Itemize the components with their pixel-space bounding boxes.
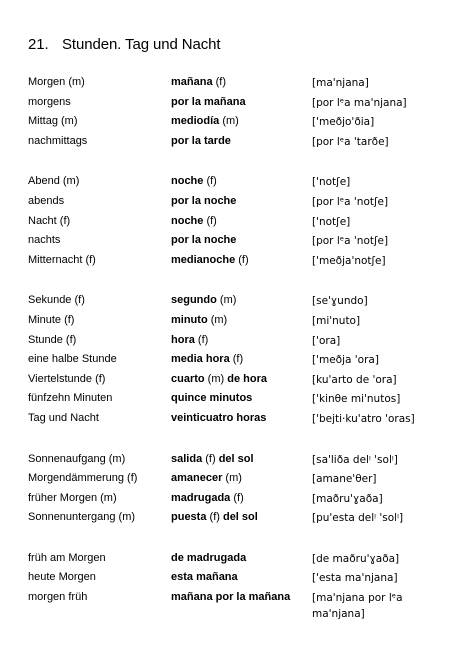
german-term: Morgen (m) <box>28 76 85 88</box>
pronunciation: [de maðru'ɣaða] <box>312 552 400 565</box>
german-term: Mitternacht (f) <box>28 253 96 266</box>
german-term: morgens <box>28 95 71 108</box>
page-title <box>28 36 220 53</box>
gender-marker: (f) <box>206 511 223 524</box>
german-term: morgen früh <box>28 591 88 604</box>
spanish-word: del sol <box>218 452 254 465</box>
spanish-term <box>171 570 238 585</box>
section-title: Stunden. Tag und Nacht <box>62 36 221 53</box>
pronunciation: [por lᵉa 'notʃe] <box>312 195 389 208</box>
vocab-row <box>28 333 468 353</box>
pronunciation: [pu'esta delᵎ 'solᵎ] <box>312 512 404 525</box>
spanish-term <box>171 194 236 209</box>
vocab-row <box>28 411 468 431</box>
gender-marker: (m) <box>222 472 242 485</box>
spanish-word: por la noche <box>171 234 237 247</box>
german-term: abends <box>28 194 65 207</box>
gender-marker: (f) <box>194 333 209 346</box>
vocab-row <box>28 214 468 234</box>
gender-marker: (f) <box>229 353 244 366</box>
german-term: nachmittags <box>28 134 88 147</box>
spanish-word: por la noche <box>171 194 237 207</box>
pronunciation: [sa'liða delᵎ 'solᵎ] <box>312 453 398 466</box>
pronunciation: ['notʃe] <box>312 215 351 228</box>
vocab-row <box>28 253 468 273</box>
vocabulary-list <box>28 75 468 642</box>
pronunciation: ['meðjo'ðia] <box>312 116 375 129</box>
spanish-term <box>171 551 246 566</box>
spanish-term <box>171 352 243 367</box>
vocab-row <box>28 233 468 253</box>
spanish-word: minuto <box>171 313 208 326</box>
pronunciation: ['kinθe mi'nutos] <box>312 393 401 406</box>
german-term: heute Morgen <box>28 571 96 584</box>
vocab-row <box>28 75 468 95</box>
pronunciation: [por lᵉa 'notʃe] <box>312 235 389 248</box>
gender-marker: (f) <box>235 253 249 266</box>
german-term: Stunde (f) <box>28 333 77 346</box>
vocab-group <box>28 75 468 153</box>
spanish-word: medianoche <box>171 253 236 266</box>
gender-marker: (f) <box>203 175 217 188</box>
vocab-row <box>28 95 468 115</box>
german-term: Mittag (m) <box>28 115 78 128</box>
german-term: nachts <box>28 234 61 247</box>
german-term: Sonnenaufgang (m) <box>28 452 126 465</box>
spanish-word: del sol <box>222 511 258 524</box>
spanish-term <box>171 491 244 506</box>
german-term: fünfzehn Minuten <box>28 392 113 405</box>
spanish-term <box>171 333 208 348</box>
pronunciation: ['notʃe] <box>312 176 351 189</box>
pronunciation: [amane'θer] <box>312 473 377 486</box>
german-term: Viertelstunde (f) <box>28 372 106 385</box>
spanish-word: mañana <box>171 76 213 88</box>
gender-marker: (f) <box>230 491 244 504</box>
spanish-word: por la tarde <box>171 134 231 147</box>
pronunciation: [maðru'ɣaða] <box>312 492 383 505</box>
spanish-term <box>171 510 258 525</box>
vocab-row <box>28 114 468 134</box>
vocab-row <box>28 491 468 511</box>
spanish-term <box>171 95 246 110</box>
german-term: Morgendämmerung (f) <box>28 472 138 485</box>
section-number: 21. <box>28 36 49 53</box>
gender-marker: (f) <box>202 452 219 465</box>
vocab-row <box>28 372 468 392</box>
german-term: Nacht (f) <box>28 214 71 227</box>
spanish-word: esta mañana <box>171 571 238 584</box>
spanish-word: quince minutos <box>171 392 253 405</box>
pronunciation: [mi'nuto] <box>312 314 361 327</box>
spanish-word: noche <box>171 175 204 188</box>
vocab-group <box>28 551 468 621</box>
german-term: früher Morgen (m) <box>28 491 117 504</box>
gender-marker: (m) <box>204 372 228 385</box>
spanish-word: noche <box>171 214 204 227</box>
spanish-word: salida <box>171 452 203 465</box>
vocab-row <box>28 313 468 333</box>
spanish-word: de madrugada <box>171 551 247 564</box>
gender-marker: (f) <box>212 76 227 88</box>
spanish-word: puesta <box>171 511 207 524</box>
gender-marker: (m) <box>216 294 237 307</box>
pronunciation: ['esta ma'njana] <box>312 572 398 585</box>
vocab-row <box>28 510 468 530</box>
vocab-row <box>28 471 468 491</box>
spanish-word: amanecer <box>171 472 223 485</box>
spanish-word: mediodía <box>171 115 220 128</box>
pronunciation: [por lᵉa ma'njana] <box>312 96 407 109</box>
vocab-row <box>28 352 468 372</box>
vocab-group <box>28 452 468 530</box>
spanish-term <box>171 293 236 308</box>
spanish-term <box>171 372 267 387</box>
pronunciation: [se'ɣundo] <box>312 295 368 308</box>
german-term: Abend (m) <box>28 175 80 188</box>
vocab-group <box>28 293 468 430</box>
gender-marker: (m) <box>219 115 239 128</box>
pronunciation: ['ora] <box>312 334 341 347</box>
spanish-word: por la mañana <box>171 95 246 108</box>
vocab-row <box>28 590 468 621</box>
spanish-word: cuarto <box>171 372 205 385</box>
vocab-row <box>28 174 468 194</box>
pronunciation: ['bejti·ku'atro 'oras] <box>312 412 415 425</box>
vocab-row <box>28 194 468 214</box>
pronunciation: ['meðja 'ora] <box>312 354 379 367</box>
spanish-word: madrugada <box>171 491 231 504</box>
spanish-term <box>171 313 227 328</box>
vocab-row <box>28 551 468 571</box>
vocab-row <box>28 293 468 313</box>
german-term: Sekunde (f) <box>28 294 85 307</box>
spanish-term <box>171 174 217 189</box>
spanish-term <box>171 233 236 248</box>
spanish-word: veinticuatro horas <box>171 411 267 424</box>
german-term: Sonnenuntergang (m) <box>28 511 136 524</box>
spanish-term <box>171 114 239 129</box>
spanish-term <box>171 471 242 486</box>
vocab-row <box>28 570 468 590</box>
pronunciation: ['meðja'notʃe] <box>312 254 386 267</box>
spanish-word: media hora <box>171 353 230 366</box>
spanish-term <box>171 214 217 229</box>
spanish-word: mañana por la mañana <box>171 591 291 604</box>
vocab-row <box>28 452 468 472</box>
german-term: früh am Morgen <box>28 551 106 564</box>
spanish-term <box>171 590 290 605</box>
pronunciation: [ku'arto de 'ora] <box>312 373 397 386</box>
gender-marker: (m) <box>207 313 228 326</box>
spanish-term <box>171 75 226 90</box>
spanish-word: de hora <box>227 372 267 385</box>
spanish-word: segundo <box>171 294 217 307</box>
gender-marker: (f) <box>203 214 217 227</box>
spanish-term <box>171 452 254 467</box>
spanish-term <box>171 411 266 426</box>
vocab-row <box>28 391 468 411</box>
spanish-term <box>171 391 252 406</box>
vocab-group <box>28 174 468 272</box>
pronunciation: [ma'njana por lᵉa ma'njana] <box>312 592 403 621</box>
spanish-word: hora <box>171 333 195 346</box>
pronunciation: [por lᵉa 'tarðe] <box>312 135 389 148</box>
pronunciation: [ma'njana] <box>312 77 369 89</box>
spanish-term <box>171 253 249 268</box>
german-term: eine halbe Stunde <box>28 353 117 366</box>
spanish-term <box>171 134 231 149</box>
german-term: Minute (f) <box>28 313 75 326</box>
german-term: Tag und Nacht <box>28 411 99 424</box>
vocab-row <box>28 134 468 154</box>
